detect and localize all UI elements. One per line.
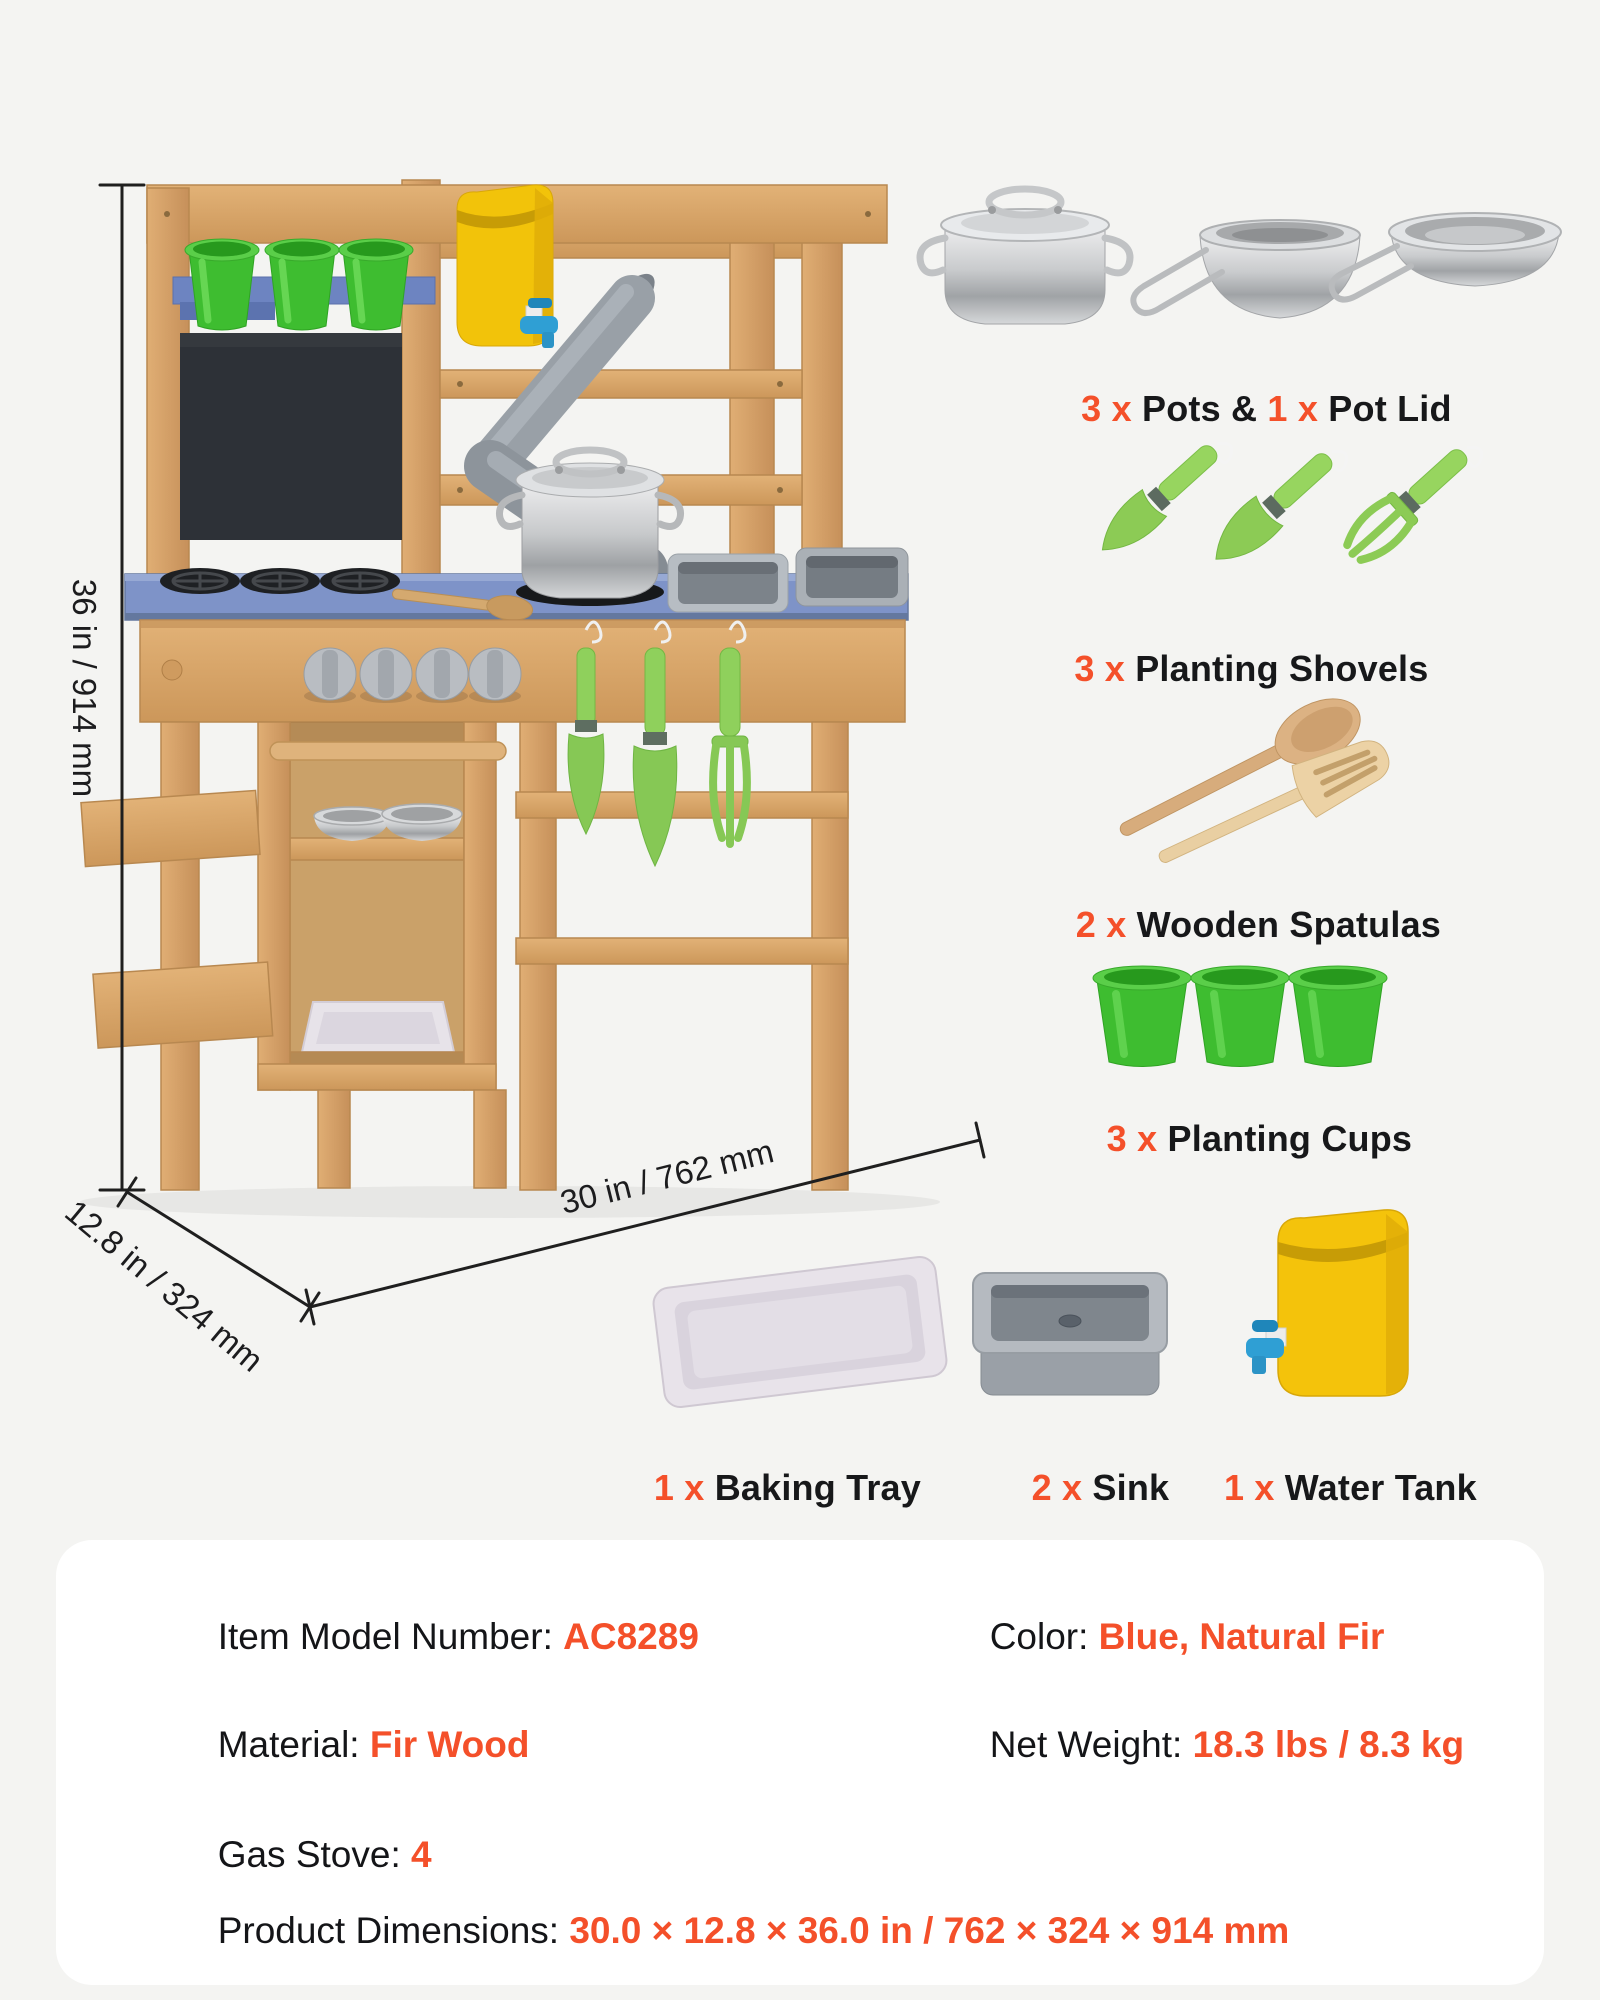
- counter-apron: [140, 620, 905, 722]
- baking-tray-image: [630, 1250, 970, 1415]
- sink-image: [965, 1255, 1175, 1410]
- sink-text: Sink: [1082, 1467, 1170, 1508]
- spec-dimensions-label: Product Dimensions:: [217, 1910, 570, 1951]
- cups-text: Planting Cups: [1157, 1118, 1413, 1159]
- tank-text: Water Tank: [1274, 1467, 1477, 1508]
- spatulas-qty: 2 x: [1075, 904, 1127, 945]
- sink-icon: [973, 1273, 1167, 1395]
- right-post-b: [802, 210, 842, 583]
- spec-material-label: Material:: [217, 1724, 370, 1765]
- pots-qty-2: 1 x: [1267, 388, 1319, 429]
- baking-tray-icon: [652, 1255, 949, 1409]
- pots-text-1: Pots &: [1131, 388, 1268, 429]
- spec-color-value: Blue, Natural Fir: [1098, 1616, 1385, 1657]
- planting-cup-icon-3: [1289, 966, 1387, 1067]
- spec-color-label: Color:: [989, 1616, 1099, 1657]
- hutch-water-tank: [457, 185, 558, 348]
- pot-set-image: [890, 150, 1590, 340]
- stockpot-icon: [920, 189, 1130, 324]
- right-shelf-lower: [516, 938, 848, 964]
- left-board-lower: [93, 962, 273, 1048]
- chalkboard-sheen: [180, 333, 402, 347]
- water-tank-icon: [1246, 1210, 1408, 1396]
- planting-cup-icon-2: [1191, 966, 1289, 1067]
- height-dimension-label: 36 in / 914 mm: [66, 578, 103, 798]
- cups-label: [1066, 1076, 1412, 1202]
- tray-qty: 1 x: [653, 1467, 705, 1508]
- cabinet-bottom-rail: [258, 1064, 496, 1090]
- counter-pot-icon: [499, 450, 680, 606]
- spec-model-value: AC8289: [563, 1616, 699, 1657]
- cups-qty: 3 x: [1106, 1118, 1158, 1159]
- spec-model-label: Item Model Number:: [217, 1616, 564, 1657]
- trowel-icon-1: [1090, 425, 1238, 564]
- cabinet-stile-right: [464, 722, 496, 1090]
- shovels-qty: 3 x: [1074, 648, 1125, 689]
- spec-material: [156, 1682, 529, 1808]
- tray-text: Baking Tray: [704, 1467, 921, 1508]
- pots-text-2: Pot Lid: [1318, 388, 1452, 429]
- spec-weight-value: 18.3 lbs / 8.3 kg: [1192, 1724, 1465, 1765]
- left-board-upper: [81, 790, 260, 866]
- tank-label: [1183, 1425, 1477, 1551]
- spec-stove-label: Gas Stove:: [217, 1834, 411, 1875]
- counter-sinks: [668, 548, 908, 612]
- left-side-assembly: [81, 722, 273, 1190]
- cabinet: [258, 722, 506, 1090]
- cabinet-leg-left: [318, 1090, 350, 1188]
- planting-cups-image: [1090, 950, 1390, 1075]
- right-shelving: [516, 722, 848, 1190]
- spec-weight-label: Net Weight:: [989, 1724, 1193, 1765]
- spec-weight: [928, 1682, 1464, 1808]
- spec-stove-value: 4: [411, 1834, 432, 1875]
- wooden-spatulas-image: [1085, 685, 1445, 865]
- cabinet-shelf: [290, 838, 464, 860]
- chalkboard: [180, 333, 402, 540]
- cultivator-icon: [1339, 429, 1488, 569]
- spatulas-text: Wooden Spatulas: [1126, 904, 1442, 945]
- width-dimension-label: 30 in / 762 mm: [556, 1132, 778, 1221]
- burners: [160, 568, 400, 594]
- tray-label: [613, 1425, 921, 1551]
- spec-panel: [56, 1540, 1544, 1985]
- trowel-icon-2: [1202, 432, 1354, 575]
- spec-dimensions: [156, 1868, 1289, 1994]
- hutch-planting-cups: [185, 239, 413, 330]
- wood-peg: [162, 660, 182, 680]
- shovels-text: Planting Shovels: [1125, 648, 1429, 689]
- frying-pan-icon: [1332, 213, 1561, 300]
- spec-dimensions-value: 30.0 × 12.8 × 36.0 in / 762 × 324 × 914 mm: [569, 1910, 1290, 1951]
- saucepan-icon: [1133, 220, 1360, 318]
- sink-label: [991, 1425, 1170, 1551]
- floor-shadow: [80, 1186, 940, 1218]
- left-leg: [161, 722, 199, 1190]
- planting-shovels-image: [1075, 415, 1495, 600]
- cabinet-baking-tray: [302, 1002, 454, 1052]
- right-shelf-upper: [516, 792, 848, 818]
- cabinet-leg-right: [474, 1090, 506, 1188]
- water-tank-image: [1240, 1200, 1440, 1415]
- spec-material-value: Fir Wood: [369, 1724, 530, 1765]
- tank-qty: 1 x: [1223, 1467, 1275, 1508]
- towel-bar: [270, 742, 506, 760]
- planting-cup-icon-1: [1093, 966, 1191, 1067]
- depth-dimension-label: 12.8 in / 324 mm: [58, 1192, 271, 1379]
- ladder-slat-1: [440, 370, 802, 398]
- hanging-garden-tools: [568, 648, 748, 866]
- mud-kitchen-diagram-image: [30, 150, 1030, 1390]
- sink-qty: 2 x: [1031, 1467, 1083, 1508]
- pots-qty-1: 3 x: [1081, 388, 1132, 429]
